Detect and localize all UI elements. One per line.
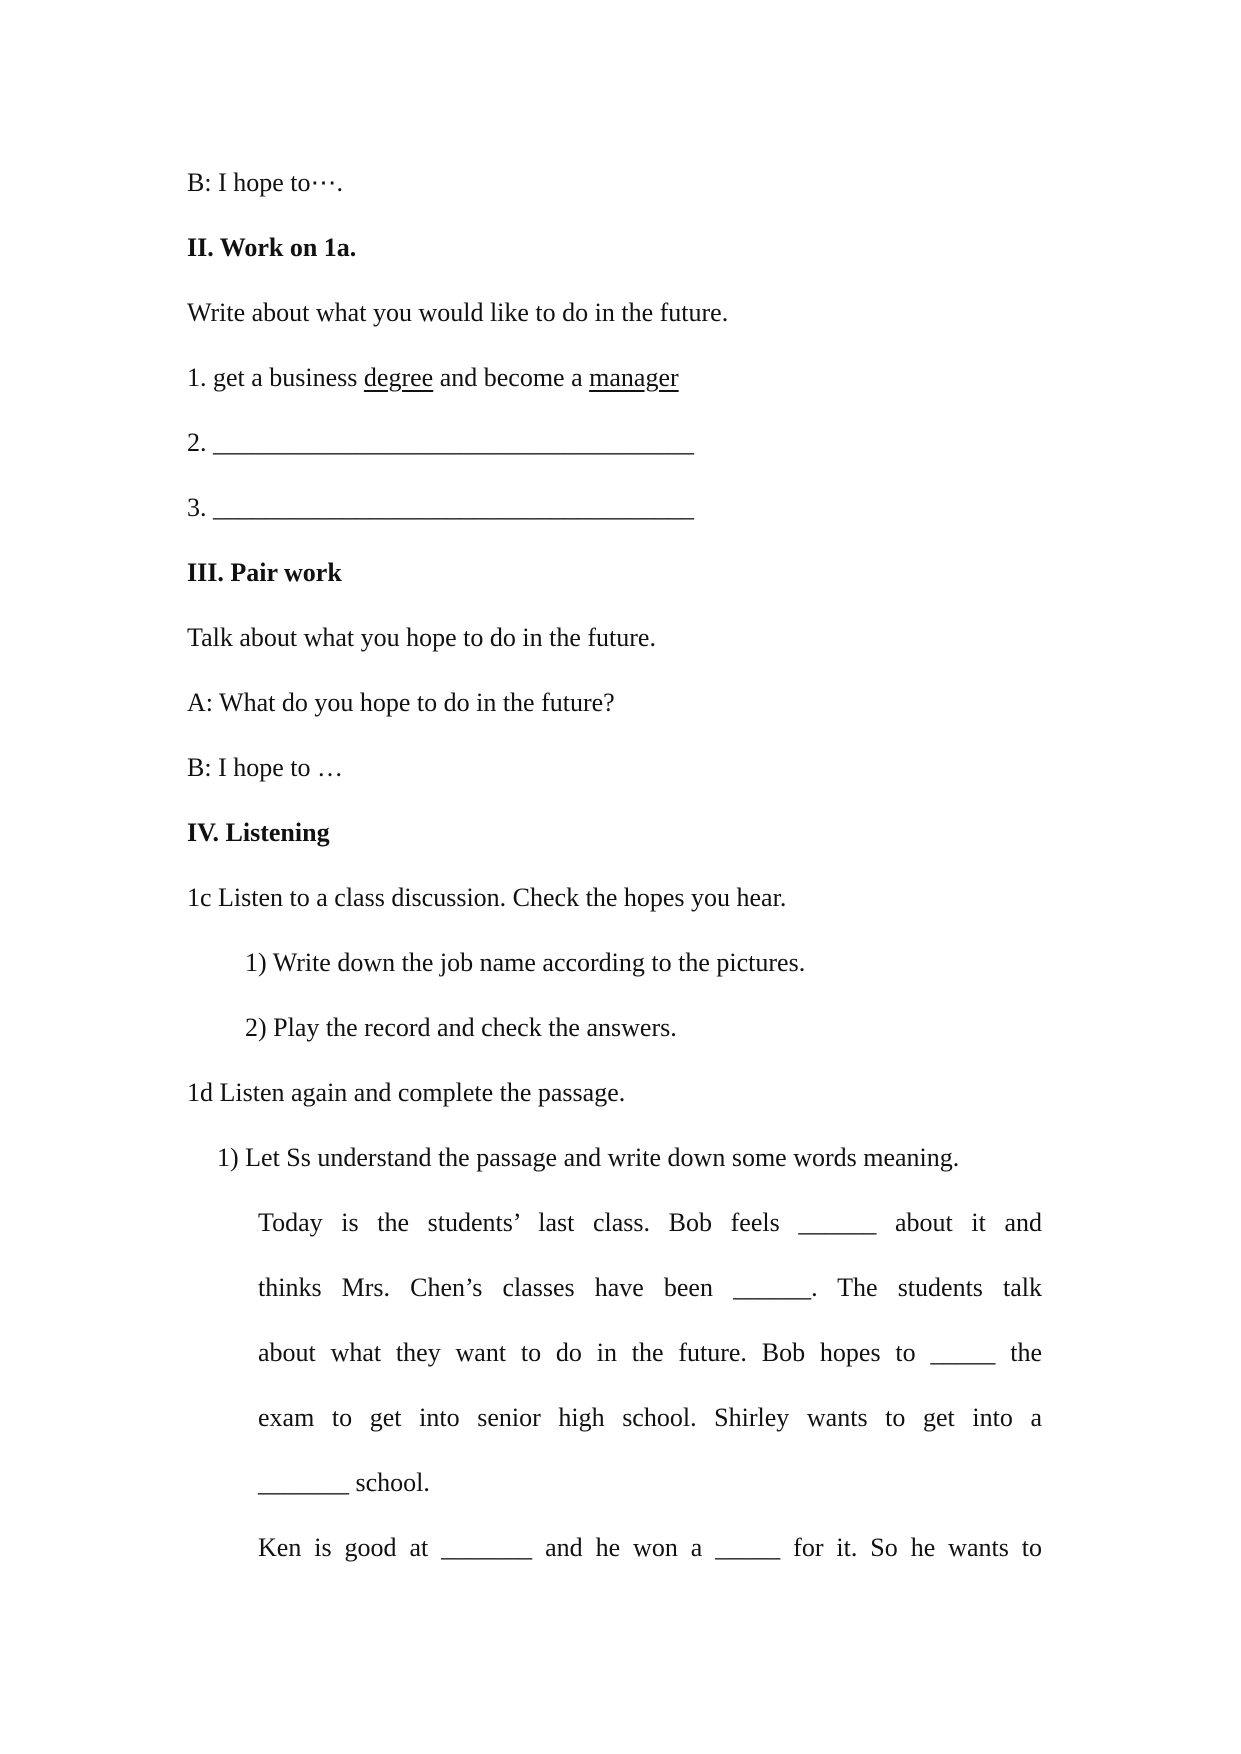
underlined-word-manager: manager — [589, 363, 679, 392]
instruction-1d: 1d Listen again and complete the passage. — [187, 1078, 626, 1107]
passage-line-2: thinks Mrs. Chen’s classes have been ______. The students talk — [258, 1273, 1042, 1302]
passage-line-6: Ken is good at _______ and he won a _____ for it. So he wants to — [258, 1533, 1042, 1562]
passage-line-1: Today is the students’ last class. Bob feels ______ about it and — [258, 1208, 1042, 1237]
list-item-2-blank: 2. _____________________________________ — [187, 428, 694, 457]
step-1c-1: 1) Write down the job name according to the pictures. — [245, 948, 806, 977]
list-item-1-prefix: 1. get a business — [187, 363, 364, 392]
section-heading-pair-work: III. Pair work — [187, 558, 342, 587]
dialogue-line-b-hope: B: I hope to⋯. — [187, 168, 343, 197]
instruction-1c: 1c Listen to a class discussion. Check the hopes you hear. — [187, 883, 787, 912]
section-heading-work-on-1a: II. Work on 1a. — [187, 233, 357, 262]
passage-line-5: _______ school. — [258, 1468, 430, 1497]
passage-line-3: about what they want to do in the future. Bob hopes to _____ the — [258, 1338, 1042, 1367]
dialogue-line-a-question: A: What do you hope to do in the future? — [187, 688, 615, 717]
underlined-word-degree: degree — [363, 363, 434, 392]
passage-line-4: exam to get into senior high school. Shirley wants to get into a — [258, 1403, 1042, 1432]
section-heading-listening: IV. Listening — [187, 818, 330, 847]
list-item-1 — [187, 363, 679, 393]
dialogue-line-b-answer: B: I hope to … — [187, 753, 343, 782]
list-item-3-blank: 3. _____________________________________ — [187, 493, 694, 522]
instruction-1a: Write about what you would like to do in the future. — [187, 298, 729, 327]
step-1c-2: 2) Play the record and check the answers. — [245, 1013, 677, 1042]
instruction-pair-work: Talk about what you hope to do in the future. — [187, 623, 656, 652]
step-1d-1: 1) Let Ss understand the passage and write down some words meaning. — [217, 1143, 960, 1172]
list-item-1-mid: and become a — [433, 363, 590, 392]
